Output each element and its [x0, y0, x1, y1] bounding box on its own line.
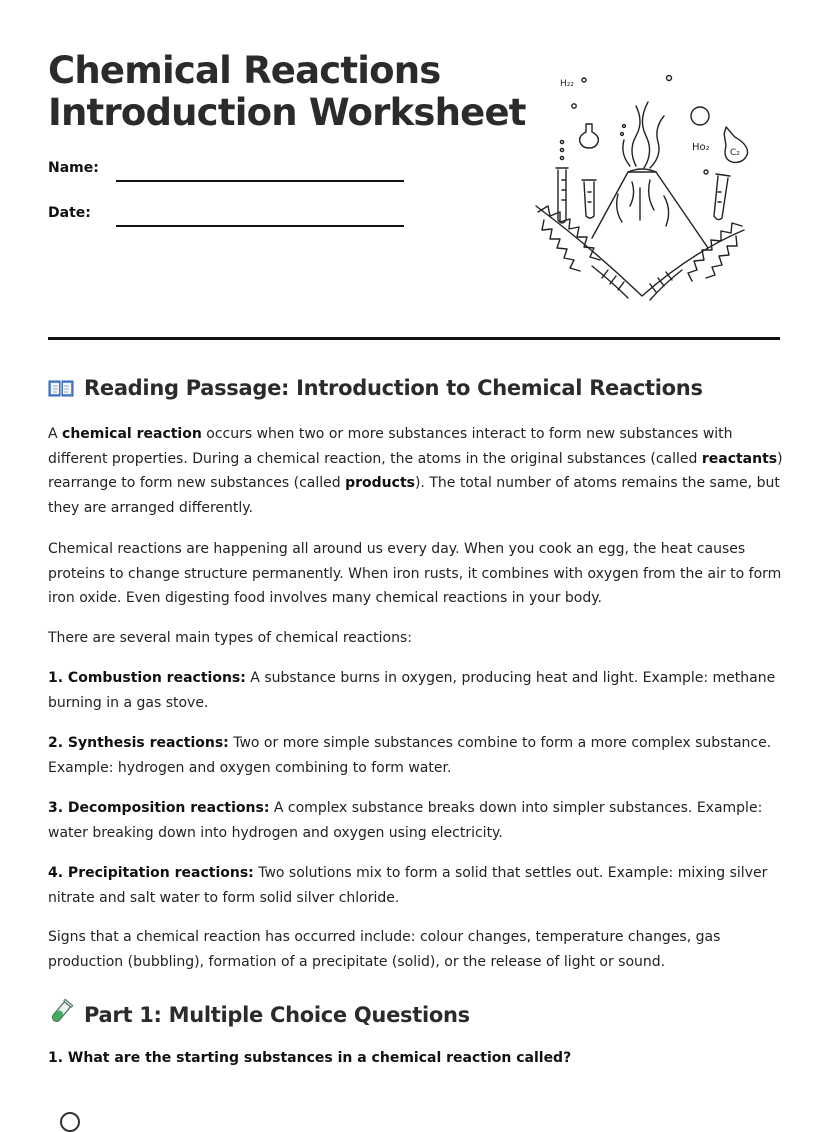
- test-tube-icon: [48, 999, 74, 1030]
- reading-heading-text: Reading Passage: Introduction to Chemical Reactions: [84, 376, 703, 400]
- bubbles: [560, 76, 709, 175]
- formula-label-3: C₂: [730, 148, 740, 158]
- reaction-type-decomposition: [48, 796, 788, 845]
- reading-paragraph-1: [48, 422, 788, 520]
- part1-heading-text: Part 1: Multiple Choice Questions: [84, 1003, 470, 1027]
- term-products: products: [345, 475, 415, 491]
- volcano: [592, 169, 708, 248]
- p1-text-2: occurs when two or more substances interact to form new substances with different properties. During a chemical reaction, the atoms in the original substances (called: [48, 426, 733, 467]
- smoke-plumes: [623, 102, 664, 168]
- type-text: A complex substance breaks down into simpler substances. Example: water breaking down into hydrogen and oxygen using electricity.: [48, 800, 763, 841]
- type-label: 4. Precipitation reactions:: [48, 865, 254, 881]
- type-text: Two or more simple substances combine to form a more complex substance. Example: hydrogen and oxygen combining to form water.: [48, 735, 772, 776]
- reaction-type-synthesis: [48, 731, 788, 780]
- date-line[interactable]: [116, 225, 404, 227]
- p1-text-4: ). The total number of atoms remains the same, but they are arranged differently.: [48, 475, 780, 516]
- reaction-type-precipitation: [48, 861, 788, 910]
- type-label: 3. Decomposition reactions:: [48, 800, 270, 816]
- worksheet-title: [48, 49, 526, 134]
- name-label: Name:: [48, 160, 99, 176]
- reading-paragraph-2: Chemical reactions are happening all around us every day. When you cook an egg, the heat causes proteins to change structure permanently. When iron rusts, it combines with oxygen from the air to form iron oxide. Even digesting food involves many chemical reactions in your body.: [48, 541, 782, 606]
- reading-paragraph-3: There are several main types of chemical reactions:: [48, 630, 413, 646]
- formula-label-2: Ho₂: [692, 142, 710, 153]
- formula-label-1: H₂₂: [560, 79, 574, 89]
- term-reactants: reactants: [701, 450, 778, 467]
- volcano-chemistry-illustration: [532, 70, 756, 306]
- reading-passage-heading: [48, 376, 703, 403]
- reading-paragraph-signs: Signs that a chemical reaction has occurred include: colour changes, temperature changes, gas production (bubbling), formation of a precipitate (solid), or the release of light or sound.: [48, 929, 721, 970]
- type-label: 1. Combustion reactions:: [48, 670, 246, 686]
- name-line[interactable]: [116, 180, 404, 182]
- header-divider: [48, 337, 780, 340]
- type-label: 2. Synthesis reactions:: [48, 735, 229, 751]
- open-book-icon: [48, 378, 74, 403]
- date-label: Date:: [48, 205, 91, 221]
- p1-text-3: ) rearrange to form new substances (called: [48, 450, 783, 491]
- answer-option-radio[interactable]: [60, 1112, 80, 1132]
- question-1: 1. What are the starting substances in a chemical reaction called?: [48, 1050, 572, 1066]
- title-line-1: Chemical Reactions: [48, 49, 441, 92]
- type-text: A substance burns in oxygen, producing heat and light. Example: methane burning in a gas stove.: [48, 670, 776, 711]
- title-line-2: Introduction Worksheet: [48, 91, 526, 134]
- type-text: Two solutions mix to form a solid that settles out. Example: mixing silver nitrate and salt water to form solid silver chloride.: [48, 865, 768, 906]
- reaction-type-combustion: [48, 666, 788, 715]
- p1-text-1: A: [48, 426, 63, 442]
- part1-heading: [48, 999, 470, 1030]
- term-chemical-reaction: chemical reaction: [62, 426, 202, 442]
